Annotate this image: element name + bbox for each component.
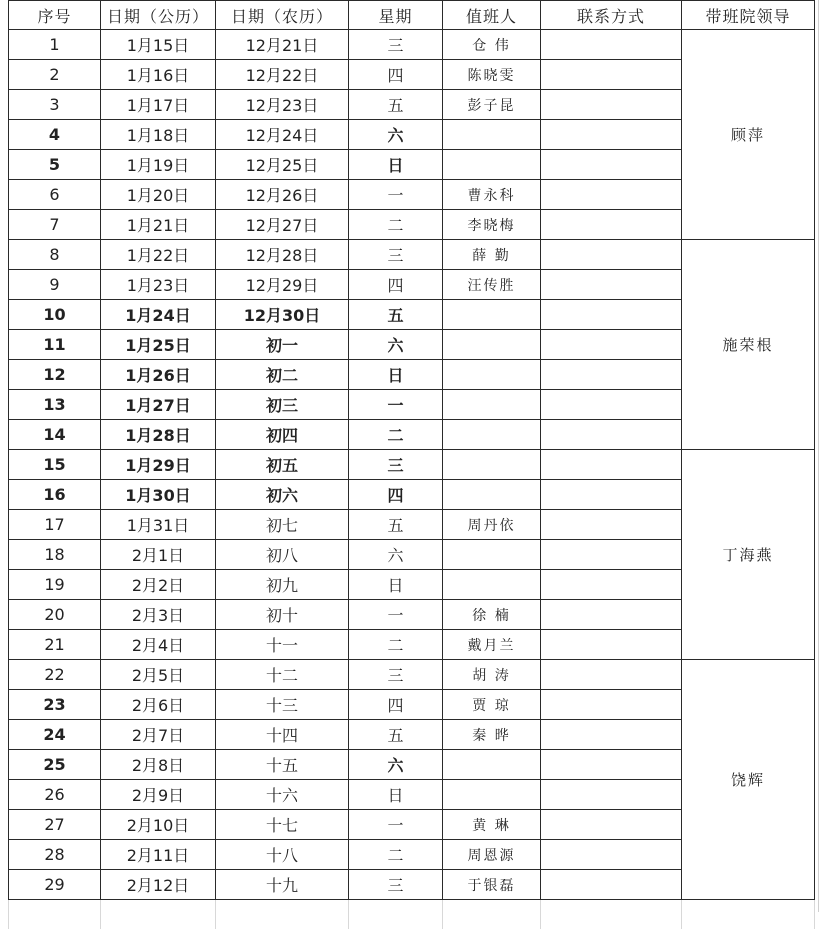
cell-contact[interactable] bbox=[541, 450, 682, 480]
cell-lunar-date[interactable]: 初十 bbox=[216, 600, 349, 630]
cell-contact[interactable] bbox=[541, 240, 682, 270]
cell-lunar-date[interactable]: 初六 bbox=[216, 480, 349, 510]
cell-weekday[interactable]: 五 bbox=[349, 720, 443, 750]
cell-duty-person[interactable]: 汪传胜 bbox=[443, 270, 541, 300]
cell-duty-person[interactable] bbox=[443, 360, 541, 390]
cell-lunar-date[interactable]: 初一 bbox=[216, 330, 349, 360]
cell-lunar-date[interactable]: 十六 bbox=[216, 780, 349, 810]
cell-solar-date[interactable]: 2月8日 bbox=[101, 750, 216, 780]
cell-solar-date[interactable]: 1月18日 bbox=[101, 120, 216, 150]
cell-lunar-date[interactable]: 12月25日 bbox=[216, 150, 349, 180]
cell-contact[interactable] bbox=[541, 750, 682, 780]
cell-weekday[interactable]: 三 bbox=[349, 450, 443, 480]
cell-no[interactable]: 3 bbox=[9, 90, 101, 120]
empty-row bbox=[9, 900, 815, 929]
cell-contact[interactable] bbox=[541, 540, 682, 570]
cell-weekday[interactable]: 三 bbox=[349, 660, 443, 690]
cell-duty-person[interactable]: 曹永科 bbox=[443, 180, 541, 210]
header-col-weekday[interactable]: 星期 bbox=[349, 1, 443, 30]
cell-duty-person[interactable]: 秦 晔 bbox=[443, 720, 541, 750]
cell-duty-person[interactable]: 彭子昆 bbox=[443, 90, 541, 120]
cell-duty-person[interactable] bbox=[443, 300, 541, 330]
cell-weekday[interactable]: 五 bbox=[349, 510, 443, 540]
cell-weekday[interactable]: 六 bbox=[349, 750, 443, 780]
cell-weekday[interactable]: 四 bbox=[349, 690, 443, 720]
cell-no[interactable]: 10 bbox=[9, 300, 101, 330]
cell-weekday[interactable]: 日 bbox=[349, 570, 443, 600]
cell-contact[interactable] bbox=[541, 90, 682, 120]
cell-lunar-date[interactable]: 12月30日 bbox=[216, 300, 349, 330]
cell-no[interactable]: 19 bbox=[9, 570, 101, 600]
cell-no[interactable]: 23 bbox=[9, 690, 101, 720]
cell-duty-person[interactable] bbox=[443, 150, 541, 180]
cell-solar-date[interactable]: 1月28日 bbox=[101, 420, 216, 450]
cell-no[interactable]: 11 bbox=[9, 330, 101, 360]
empty-cell[interactable] bbox=[9, 900, 101, 929]
cell-lunar-date[interactable]: 12月22日 bbox=[216, 60, 349, 90]
cell-duty-person[interactable] bbox=[443, 120, 541, 150]
cell-no[interactable]: 9 bbox=[9, 270, 101, 300]
cell-no[interactable]: 13 bbox=[9, 390, 101, 420]
cell-lunar-date[interactable]: 十七 bbox=[216, 810, 349, 840]
cell-contact[interactable] bbox=[541, 870, 682, 900]
empty-cell[interactable] bbox=[349, 900, 443, 929]
cell-solar-date[interactable]: 1月19日 bbox=[101, 150, 216, 180]
cell-contact[interactable] bbox=[541, 180, 682, 210]
cell-weekday[interactable]: 日 bbox=[349, 780, 443, 810]
cell-duty-person[interactable] bbox=[443, 450, 541, 480]
cell-no[interactable]: 15 bbox=[9, 450, 101, 480]
cell-solar-date[interactable]: 1月27日 bbox=[101, 390, 216, 420]
cell-no[interactable]: 25 bbox=[9, 750, 101, 780]
cell-duty-person[interactable] bbox=[443, 390, 541, 420]
cell-weekday[interactable]: 一 bbox=[349, 810, 443, 840]
cell-no[interactable]: 1 bbox=[9, 30, 101, 60]
header-col-duty-person[interactable]: 值班人 bbox=[443, 1, 541, 30]
cell-lunar-date[interactable]: 12月29日 bbox=[216, 270, 349, 300]
cell-weekday[interactable]: 三 bbox=[349, 30, 443, 60]
empty-cell[interactable] bbox=[216, 900, 349, 929]
cell-duty-person[interactable] bbox=[443, 570, 541, 600]
cell-leader[interactable]: 施荣根 bbox=[682, 240, 815, 450]
cell-solar-date[interactable]: 2月10日 bbox=[101, 810, 216, 840]
cell-solar-date[interactable]: 1月24日 bbox=[101, 300, 216, 330]
cell-no[interactable]: 4 bbox=[9, 120, 101, 150]
cell-duty-person[interactable]: 贾 琼 bbox=[443, 690, 541, 720]
cell-weekday[interactable]: 日 bbox=[349, 150, 443, 180]
cell-weekday[interactable]: 二 bbox=[349, 840, 443, 870]
cell-solar-date[interactable]: 2月2日 bbox=[101, 570, 216, 600]
cell-contact[interactable] bbox=[541, 420, 682, 450]
cell-solar-date[interactable]: 2月1日 bbox=[101, 540, 216, 570]
cell-lunar-date[interactable]: 十一 bbox=[216, 630, 349, 660]
cell-solar-date[interactable]: 2月7日 bbox=[101, 720, 216, 750]
duty-roster-table bbox=[8, 0, 815, 929]
cell-duty-person[interactable] bbox=[443, 420, 541, 450]
table-row bbox=[9, 30, 815, 60]
cell-contact[interactable] bbox=[541, 360, 682, 390]
cell-duty-person[interactable]: 黄 琳 bbox=[443, 810, 541, 840]
cell-duty-person[interactable]: 戴月兰 bbox=[443, 630, 541, 660]
cell-solar-date[interactable]: 2月3日 bbox=[101, 600, 216, 630]
cell-lunar-date[interactable]: 十二 bbox=[216, 660, 349, 690]
cell-solar-date[interactable]: 2月6日 bbox=[101, 690, 216, 720]
cell-contact[interactable] bbox=[541, 660, 682, 690]
cell-solar-date[interactable]: 1月29日 bbox=[101, 450, 216, 480]
cell-no[interactable]: 2 bbox=[9, 60, 101, 90]
cell-weekday[interactable]: 三 bbox=[349, 870, 443, 900]
cell-solar-date[interactable]: 2月4日 bbox=[101, 630, 216, 660]
cell-contact[interactable] bbox=[541, 780, 682, 810]
cell-solar-date[interactable]: 2月9日 bbox=[101, 780, 216, 810]
cell-contact[interactable] bbox=[541, 210, 682, 240]
cell-weekday[interactable]: 二 bbox=[349, 420, 443, 450]
cell-no[interactable]: 16 bbox=[9, 480, 101, 510]
cell-lunar-date[interactable]: 初八 bbox=[216, 540, 349, 570]
cell-duty-person[interactable]: 陈晓雯 bbox=[443, 60, 541, 90]
cell-weekday[interactable]: 二 bbox=[349, 210, 443, 240]
cell-lunar-date[interactable]: 初二 bbox=[216, 360, 349, 390]
cell-solar-date[interactable]: 1月22日 bbox=[101, 240, 216, 270]
sheet-gridline bbox=[818, 0, 819, 912]
cell-lunar-date[interactable]: 十五 bbox=[216, 750, 349, 780]
cell-lunar-date[interactable]: 十九 bbox=[216, 870, 349, 900]
cell-no[interactable]: 7 bbox=[9, 210, 101, 240]
header-col-leader[interactable]: 带班院领导 bbox=[682, 1, 815, 30]
cell-weekday[interactable]: 一 bbox=[349, 390, 443, 420]
cell-duty-person[interactable]: 胡 涛 bbox=[443, 660, 541, 690]
header-row bbox=[9, 1, 815, 30]
table-row bbox=[9, 450, 815, 480]
cell-lunar-date[interactable]: 12月24日 bbox=[216, 120, 349, 150]
cell-contact[interactable] bbox=[541, 510, 682, 540]
cell-contact[interactable] bbox=[541, 270, 682, 300]
cell-solar-date[interactable]: 1月16日 bbox=[101, 60, 216, 90]
cell-leader[interactable]: 丁海燕 bbox=[682, 450, 815, 660]
cell-lunar-date[interactable]: 12月28日 bbox=[216, 240, 349, 270]
cell-solar-date[interactable]: 2月12日 bbox=[101, 870, 216, 900]
cell-lunar-date[interactable]: 初九 bbox=[216, 570, 349, 600]
cell-duty-person[interactable]: 周丹依 bbox=[443, 510, 541, 540]
cell-no[interactable]: 14 bbox=[9, 420, 101, 450]
cell-duty-person[interactable] bbox=[443, 480, 541, 510]
cell-solar-date[interactable]: 1月21日 bbox=[101, 210, 216, 240]
cell-contact[interactable] bbox=[541, 840, 682, 870]
cell-lunar-date[interactable]: 十八 bbox=[216, 840, 349, 870]
table-row bbox=[9, 240, 815, 270]
cell-no[interactable]: 26 bbox=[9, 780, 101, 810]
cell-no[interactable]: 8 bbox=[9, 240, 101, 270]
cell-no[interactable]: 5 bbox=[9, 150, 101, 180]
cell-weekday[interactable]: 一 bbox=[349, 180, 443, 210]
cell-contact[interactable] bbox=[541, 30, 682, 60]
cell-no[interactable]: 22 bbox=[9, 660, 101, 690]
cell-solar-date[interactable]: 1月31日 bbox=[101, 510, 216, 540]
cell-no[interactable]: 6 bbox=[9, 180, 101, 210]
cell-lunar-date[interactable]: 12月21日 bbox=[216, 30, 349, 60]
cell-weekday[interactable]: 日 bbox=[349, 360, 443, 390]
cell-lunar-date[interactable]: 十四 bbox=[216, 720, 349, 750]
table-row bbox=[9, 660, 815, 690]
cell-weekday[interactable]: 五 bbox=[349, 300, 443, 330]
cell-lunar-date[interactable]: 初三 bbox=[216, 390, 349, 420]
cell-weekday[interactable]: 三 bbox=[349, 240, 443, 270]
cell-lunar-date[interactable]: 初四 bbox=[216, 420, 349, 450]
cell-no[interactable]: 20 bbox=[9, 600, 101, 630]
empty-cell[interactable] bbox=[443, 900, 541, 929]
cell-weekday[interactable]: 二 bbox=[349, 630, 443, 660]
cell-weekday[interactable]: 六 bbox=[349, 120, 443, 150]
cell-duty-person[interactable]: 薛 勤 bbox=[443, 240, 541, 270]
cell-solar-date[interactable]: 2月5日 bbox=[101, 660, 216, 690]
empty-cell[interactable] bbox=[101, 900, 216, 929]
cell-contact[interactable] bbox=[541, 300, 682, 330]
cell-lunar-date[interactable]: 十三 bbox=[216, 690, 349, 720]
empty-cell[interactable] bbox=[682, 900, 815, 929]
cell-duty-person[interactable]: 李晓梅 bbox=[443, 210, 541, 240]
cell-contact[interactable] bbox=[541, 390, 682, 420]
cell-no[interactable]: 12 bbox=[9, 360, 101, 390]
cell-contact[interactable] bbox=[541, 600, 682, 630]
cell-contact[interactable] bbox=[541, 60, 682, 90]
cell-lunar-date[interactable]: 12月27日 bbox=[216, 210, 349, 240]
empty-cell[interactable] bbox=[541, 900, 682, 929]
cell-no[interactable]: 29 bbox=[9, 870, 101, 900]
cell-leader[interactable]: 饶辉 bbox=[682, 660, 815, 900]
cell-contact[interactable] bbox=[541, 570, 682, 600]
cell-no[interactable]: 17 bbox=[9, 510, 101, 540]
cell-contact[interactable] bbox=[541, 330, 682, 360]
cell-duty-person[interactable]: 于银磊 bbox=[443, 870, 541, 900]
cell-duty-person[interactable] bbox=[443, 330, 541, 360]
cell-lunar-date[interactable]: 初七 bbox=[216, 510, 349, 540]
cell-duty-person[interactable] bbox=[443, 780, 541, 810]
cell-duty-person[interactable]: 仓 伟 bbox=[443, 30, 541, 60]
cell-solar-date[interactable]: 1月20日 bbox=[101, 180, 216, 210]
cell-solar-date[interactable]: 1月26日 bbox=[101, 360, 216, 390]
cell-solar-date[interactable]: 1月15日 bbox=[101, 30, 216, 60]
cell-leader[interactable]: 顾萍 bbox=[682, 30, 815, 240]
cell-weekday[interactable]: 五 bbox=[349, 90, 443, 120]
cell-contact[interactable] bbox=[541, 120, 682, 150]
header-col-lunar-date[interactable]: 日期（农历） bbox=[216, 1, 349, 30]
cell-lunar-date[interactable]: 初五 bbox=[216, 450, 349, 480]
cell-no[interactable]: 18 bbox=[9, 540, 101, 570]
cell-contact[interactable] bbox=[541, 150, 682, 180]
cell-contact[interactable] bbox=[541, 480, 682, 510]
cell-solar-date[interactable]: 1月25日 bbox=[101, 330, 216, 360]
cell-solar-date[interactable]: 1月23日 bbox=[101, 270, 216, 300]
cell-weekday[interactable]: 六 bbox=[349, 540, 443, 570]
cell-weekday[interactable]: 四 bbox=[349, 270, 443, 300]
cell-solar-date[interactable]: 2月11日 bbox=[101, 840, 216, 870]
cell-no[interactable]: 27 bbox=[9, 810, 101, 840]
cell-contact[interactable] bbox=[541, 720, 682, 750]
cell-weekday[interactable]: 六 bbox=[349, 330, 443, 360]
cell-lunar-date[interactable]: 12月26日 bbox=[216, 180, 349, 210]
header-col-no[interactable]: 序号 bbox=[9, 1, 101, 30]
cell-no[interactable]: 24 bbox=[9, 720, 101, 750]
cell-lunar-date[interactable]: 12月23日 bbox=[216, 90, 349, 120]
cell-solar-date[interactable]: 1月17日 bbox=[101, 90, 216, 120]
cell-weekday[interactable]: 四 bbox=[349, 60, 443, 90]
cell-contact[interactable] bbox=[541, 690, 682, 720]
cell-no[interactable]: 21 bbox=[9, 630, 101, 660]
cell-solar-date[interactable]: 1月30日 bbox=[101, 480, 216, 510]
cell-contact[interactable] bbox=[541, 630, 682, 660]
header-col-solar-date[interactable]: 日期（公历） bbox=[101, 1, 216, 30]
cell-weekday[interactable]: 一 bbox=[349, 600, 443, 630]
cell-duty-person[interactable] bbox=[443, 750, 541, 780]
cell-duty-person[interactable]: 周恩源 bbox=[443, 840, 541, 870]
cell-weekday[interactable]: 四 bbox=[349, 480, 443, 510]
cell-duty-person[interactable] bbox=[443, 540, 541, 570]
cell-no[interactable]: 28 bbox=[9, 840, 101, 870]
header-col-contact[interactable]: 联系方式 bbox=[541, 1, 682, 30]
cell-contact[interactable] bbox=[541, 810, 682, 840]
cell-duty-person[interactable]: 徐 楠 bbox=[443, 600, 541, 630]
